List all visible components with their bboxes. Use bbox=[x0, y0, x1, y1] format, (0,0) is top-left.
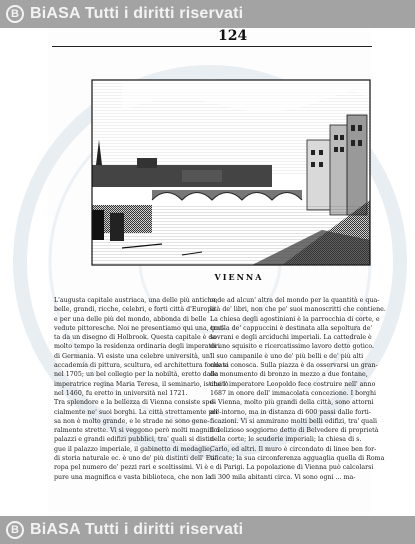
text-line: Carlo, ed altri. Il muro è circondato di linee ben for- bbox=[210, 445, 377, 453]
text-line: quella de' cappuccini è destinata alla sepoltura de' bbox=[210, 324, 373, 332]
text-line: il delizioso soggiorno detto di Belvedere di proprietà bbox=[210, 427, 379, 435]
text-line: molto tempo la residenza ordinaria degli imperatori bbox=[54, 343, 220, 351]
text-line: di Vienna, molto più grandi della città, sono attorni bbox=[210, 399, 374, 407]
header-rule bbox=[52, 46, 372, 47]
vienna-engraving bbox=[92, 80, 370, 265]
text-line: lità de' libri, non che pe' suoi manoscritti che contiene. bbox=[210, 306, 386, 314]
text-line: palazzi e grandi edifizi pubblici, tra' quali si distin- bbox=[54, 436, 217, 444]
text-line: Il suo campanile è uno de' più belli e de' più alti bbox=[210, 352, 364, 360]
text-line: vedute pittoresche. Noi ne presentiamo qui una, trat- bbox=[54, 324, 225, 332]
text-line: di Germania. Vi esiste una celebre università, un' bbox=[54, 352, 212, 360]
text-line: di storia naturale ec. è uno de' più distinti dell' Eu- bbox=[54, 455, 217, 463]
text-line: tificate; la sua circonferenza agguaglia quella di Roma bbox=[210, 455, 385, 463]
text-line: imperatrice regina Maria Teresa, il seminario, istituito bbox=[54, 380, 229, 388]
text-line: che si conosca. Sulla piazza è da osservarsi un gran- bbox=[210, 362, 378, 370]
watermark-bottom-bar bbox=[0, 516, 415, 544]
text-column-left bbox=[54, 296, 229, 482]
text-line: cialmente ne' suoi borghi. La città strettamente pre- bbox=[54, 408, 222, 416]
watermark-bottom-text: BiASA Tutti i diritti riservati bbox=[30, 521, 244, 538]
text-line: cede ad alcun' altra del mondo per la quantità e qua- bbox=[210, 297, 380, 304]
text-line: accademia di pittura, scultura, ed architettura fondata bbox=[54, 362, 229, 370]
illustration-caption: VIENNA bbox=[214, 272, 264, 282]
text-line: 1687 in onore dell' immacolata concezione. I borghi bbox=[210, 389, 377, 397]
biasa-logo-icon: B bbox=[6, 521, 24, 539]
text-line: pure una magnifica e vasta biblioteca, che non la bbox=[54, 473, 211, 481]
text-line: de monumento di bronzo in mezzo a due fontane, bbox=[210, 371, 368, 379]
text-line: di uno squisito e ricercatissimo lavoro detto gotico. bbox=[210, 343, 375, 351]
text-line: e di Parigi. La popolazione di Vienna può calcolarsi bbox=[210, 464, 374, 472]
text-line: ropa pel numero de' pezzi rari e sceltissimi. Vi è bbox=[54, 464, 209, 472]
watermark-top-text: BiASA Tutti i diritti riservati bbox=[30, 5, 244, 22]
text-line: sovrani e degli arciduchi imperiali. La cattedrale è bbox=[210, 334, 372, 342]
text-line: gue il palazzo imperiale, il gabinetto di medaglie, bbox=[54, 445, 212, 453]
text-line: ta da un disegno di Holbrook. Questa capitale è da bbox=[54, 334, 217, 342]
text-line: La chiesa degli agostiniani è la parrocchia di corte, e bbox=[210, 315, 380, 323]
text-line: della corte; le scuderie imperiali; la chiesa di s. bbox=[210, 436, 362, 444]
text-line: ficazioni. Vi si ammirano molti belli edifizi, tra' quali bbox=[210, 417, 378, 425]
text-column-right bbox=[210, 296, 386, 482]
text-line: che l' imperatore Leopoldo fece costruire nell' anno bbox=[210, 380, 376, 388]
text-line: di 300 mila abitanti circa. Vi sono ogni ... ma- bbox=[210, 473, 356, 481]
text-line: L'augusta capitale austriaca, una delle più antiche, bbox=[54, 297, 218, 304]
text-line: Tra splendore e la bellezza di Vienna consiste spe- bbox=[54, 399, 216, 407]
text-line: nel 1460, fu eretto in università nel 1721. bbox=[54, 389, 188, 397]
text-line: ralmente strette. Vi si veggono però molti magnifici bbox=[54, 427, 220, 435]
biasa-logo-icon: B bbox=[6, 5, 24, 23]
page-number: 124 bbox=[218, 28, 248, 44]
text-line: e per una delle più del mondo, abbonda di belle bbox=[54, 315, 207, 323]
watermark-top-bar bbox=[0, 0, 415, 28]
text-line: all' intorno, ma in distanza di 600 passi dalle forti- bbox=[210, 408, 371, 416]
text-line: nel 1705; un bel collegio per la nobiltà, eretto dalla bbox=[54, 371, 219, 379]
text-line: sa non è molto grande, e le strade ne sono gene- bbox=[54, 417, 210, 425]
text-line: belle, grandi, ricche, celebri, e forti città d'Europa bbox=[54, 306, 216, 314]
